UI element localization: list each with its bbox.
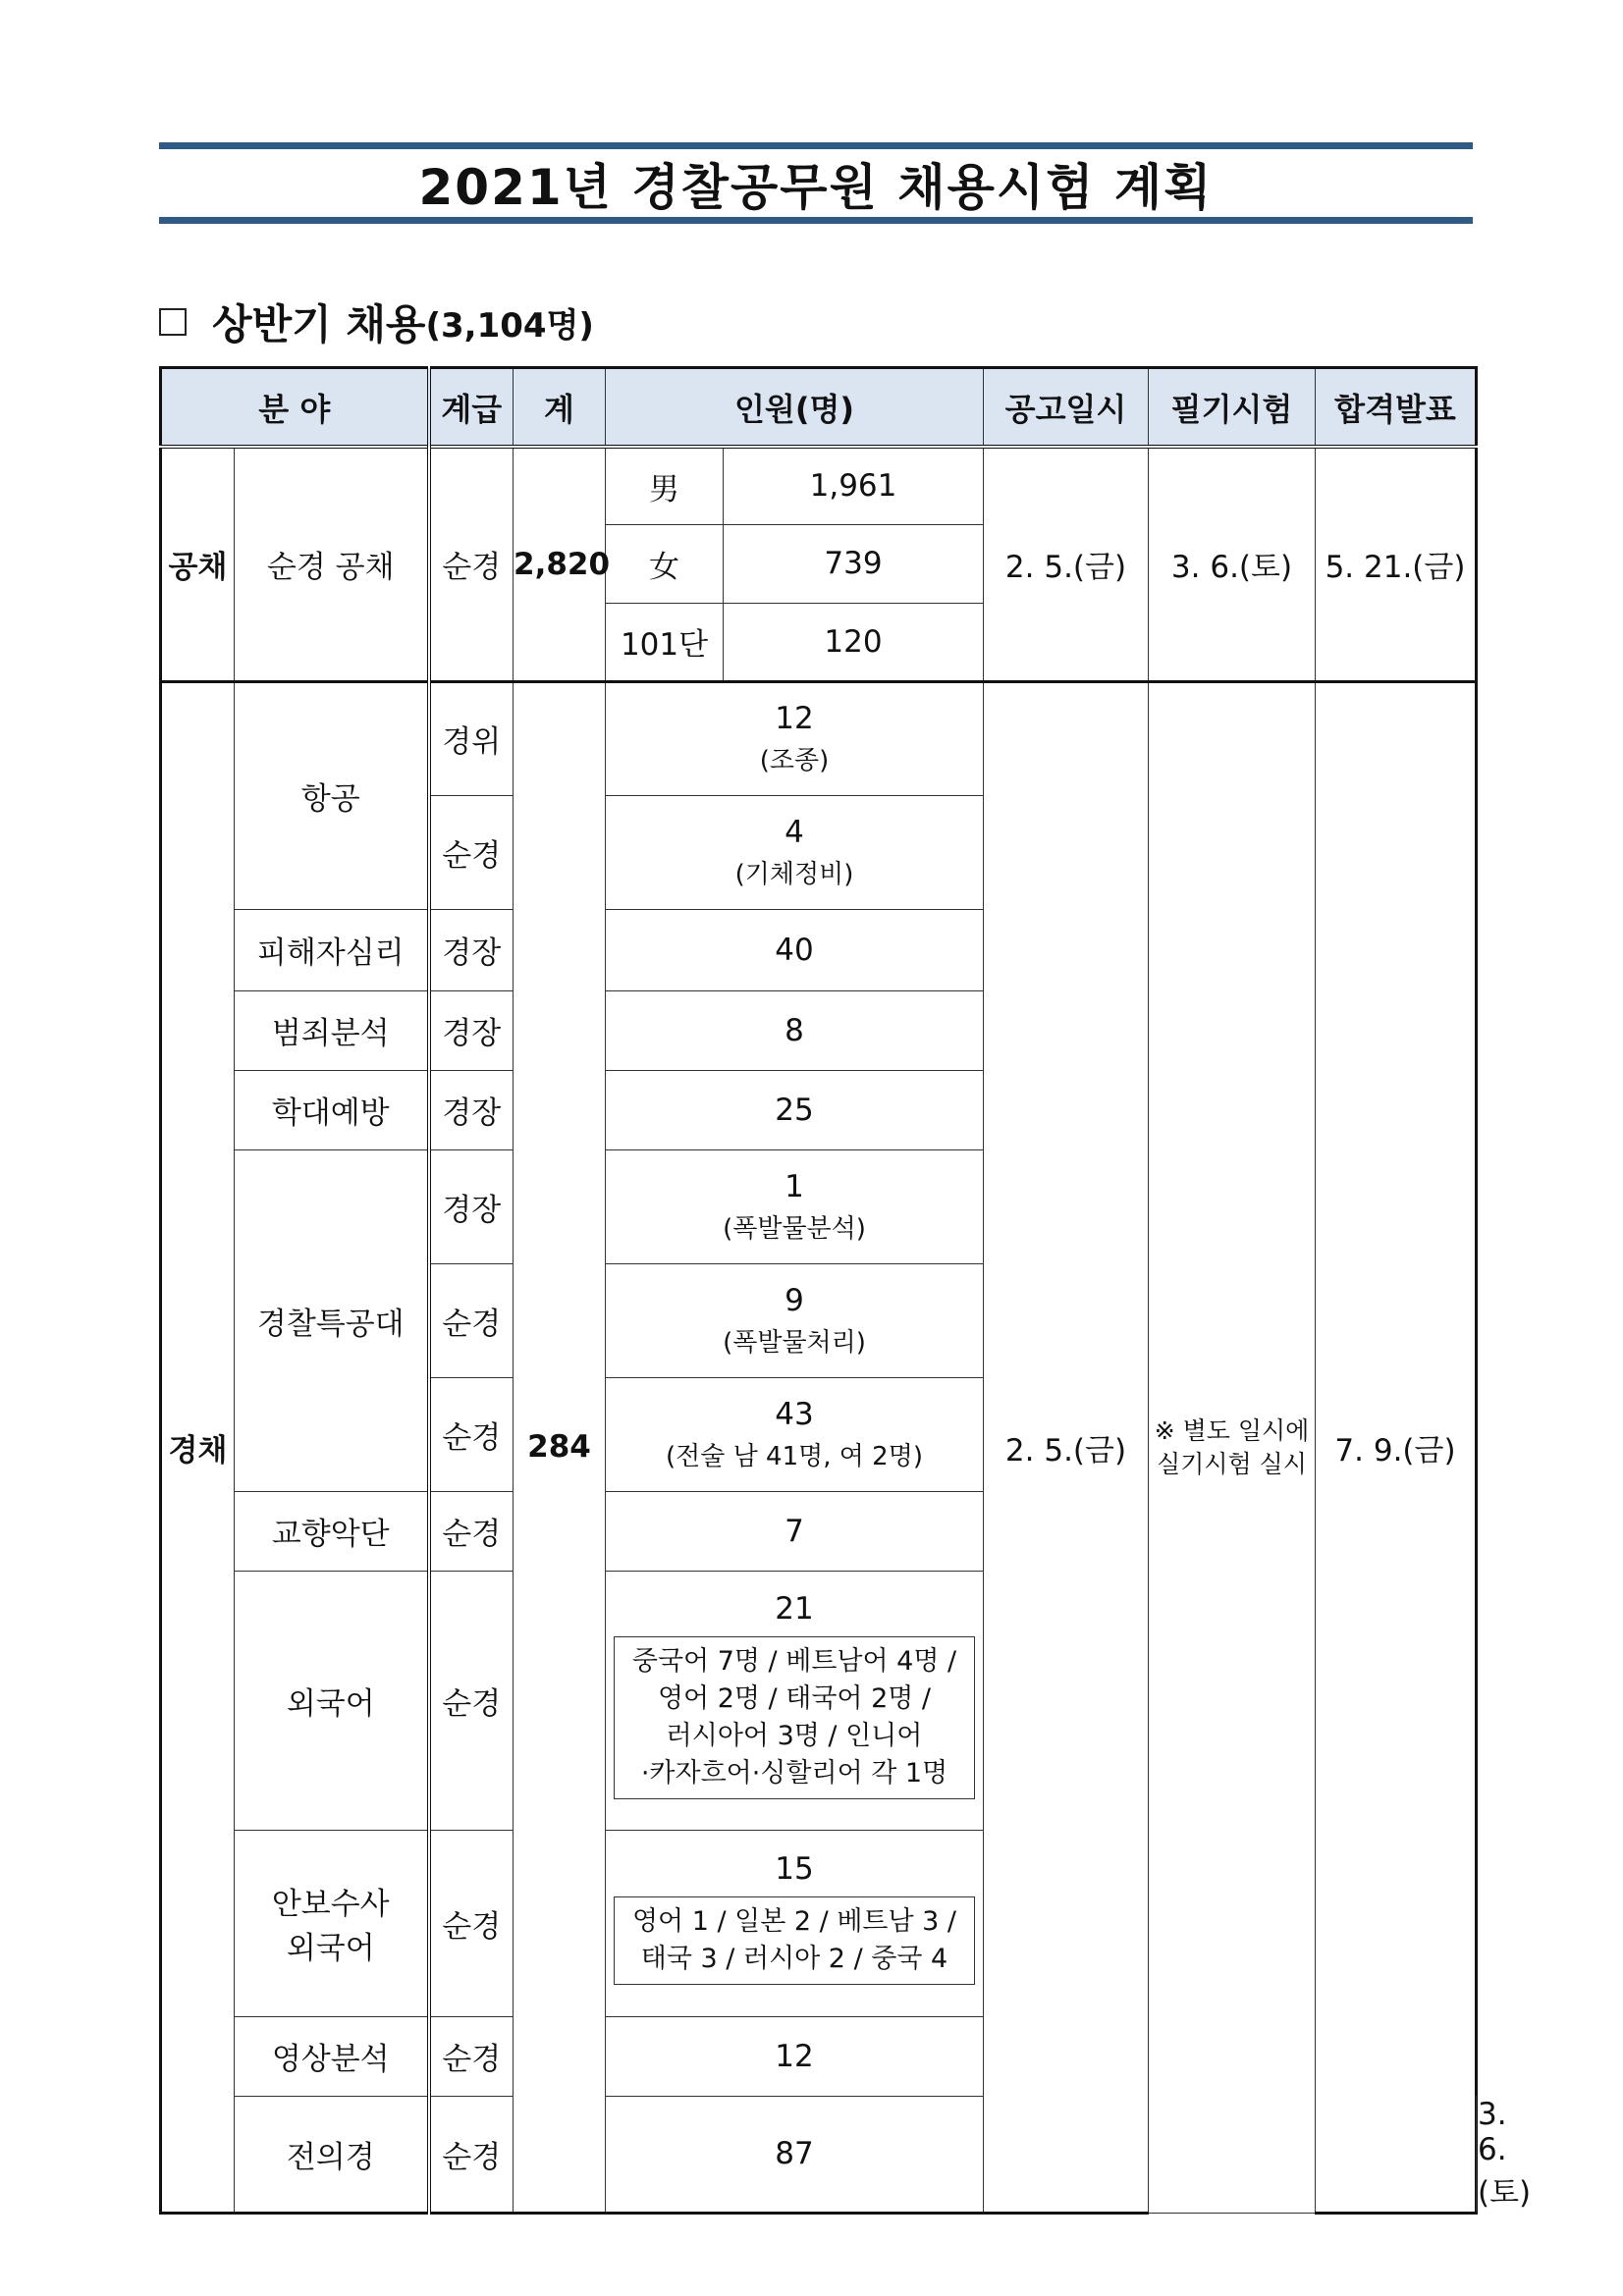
announce-gongchae: 2. 5.(금)	[984, 447, 1149, 681]
field-aviation: 항공	[235, 681, 429, 909]
rank-cell: 순경	[429, 1263, 514, 1377]
field-cell: 범죄분석	[235, 990, 429, 1070]
written-gyeongchae-note	[1149, 681, 1316, 2213]
count-value: 15	[775, 1851, 814, 1887]
note-line-1: ※ 별도 일시에	[1154, 1415, 1310, 1445]
count-note: (폭발물처리)	[723, 1327, 866, 1358]
total-gyeongchae: 284	[514, 681, 606, 2213]
field-cell: 학대예방	[235, 1070, 429, 1149]
rank-cell: 경장	[429, 1070, 514, 1149]
count-value: 4	[784, 814, 804, 850]
field-cell: 영상분석	[235, 2016, 429, 2096]
rank-cell: 경장	[429, 909, 514, 990]
sub-count: 739	[724, 524, 984, 603]
field-line: 안보수사	[271, 1887, 390, 1922]
table-row	[161, 681, 1477, 795]
rank-cell: 순경	[429, 1377, 514, 1491]
section-heading	[159, 293, 594, 351]
section-count: (3,104명)	[425, 305, 594, 346]
total-gongchae: 2,820	[514, 447, 606, 681]
count-note: (전술 남 41명, 여 2명)	[666, 1441, 923, 1471]
count-cell	[606, 681, 984, 795]
field-special: 경찰특공대	[235, 1149, 429, 1491]
count-note: (기체정비)	[734, 859, 854, 889]
count-cell	[606, 1377, 984, 1491]
result-gyeongchae: 7. 9.(금)	[1316, 681, 1477, 2213]
count-cell	[606, 1149, 984, 1263]
rank-cell: 경장	[429, 990, 514, 1070]
announce-gyeongchae: 2. 5.(금)	[984, 681, 1149, 2213]
count-value: 43	[775, 1396, 814, 1432]
detail-line: 러시아어 3명 / 인니어	[666, 1721, 923, 1751]
group-gongchae: 공채	[161, 447, 235, 681]
field-cell: 피해자심리	[235, 909, 429, 990]
sub-label: 101단	[606, 603, 724, 681]
field-cell: 교향악단	[235, 1491, 429, 1571]
count-cell	[606, 1571, 984, 1830]
header-result: 합격발표	[1316, 368, 1477, 448]
detail-line: 태국 3 / 러시아 2 / 중국 4	[640, 1944, 948, 1974]
written-gongchae: 3. 6.(토)	[1149, 447, 1316, 681]
sub-label: 男	[606, 447, 724, 524]
detail-line: 중국어 7명 / 베트남어 4명 /	[631, 1646, 957, 1677]
rank-cell: 순경	[429, 2016, 514, 2096]
count-cell: 7	[606, 1491, 984, 1571]
header-persons: 인원(명)	[606, 368, 984, 448]
result-gongchae: 5. 21.(금)	[1316, 447, 1477, 681]
table-row: 전의경 순경 87 3. 6.(토)	[161, 2096, 1477, 2213]
header-total: 계	[514, 368, 606, 448]
rank-cell: 순경	[429, 2096, 514, 2213]
rank-cell: 경장	[429, 1149, 514, 1263]
detail-line: ·카자흐어·싱할리어 각 1명	[640, 1758, 948, 1789]
count-note: (조종)	[759, 746, 830, 775]
detail-line: 영어 2명 / 태국어 2명 /	[657, 1683, 932, 1714]
table-header-row	[161, 368, 1477, 448]
detail-line: 영어 1 / 일본 2 / 베트남 3 /	[631, 1906, 957, 1937]
section-label: 상반기 채용	[212, 300, 426, 348]
rank-cell: 순경	[429, 1830, 514, 2016]
count-value: 21	[775, 1591, 814, 1627]
header-field: 분 야	[161, 368, 429, 448]
checkbox-icon	[159, 308, 187, 336]
field-line: 외국어	[286, 1931, 375, 1966]
count-note: (폭발물분석)	[723, 1213, 866, 1244]
language-detail-box	[614, 1636, 975, 1799]
count-value: 9	[784, 1282, 804, 1318]
table-row	[161, 447, 1477, 524]
count-cell	[606, 1830, 984, 2016]
header-announce: 공고일시	[984, 368, 1149, 448]
page-title: 2021년 경찰공무원 채용시험 계획	[418, 158, 1214, 216]
count-cell	[606, 1263, 984, 1377]
rank-cell: 경위	[429, 681, 514, 795]
field-cell: 전의경	[235, 2096, 429, 2213]
field-cell	[235, 1830, 429, 2016]
count-cell: 25	[606, 1070, 984, 1149]
header-written: 필기시험	[1149, 368, 1316, 448]
rank-cell: 순경	[429, 1491, 514, 1571]
language-detail-box	[614, 1896, 975, 1985]
recruitment-table	[159, 366, 1532, 2215]
count-cell: 8	[606, 990, 984, 1070]
count-value: 1	[784, 1168, 804, 1204]
rank-cell: 순경	[429, 795, 514, 909]
count-cell: 40	[606, 909, 984, 990]
count-value: 12	[775, 701, 814, 736]
sub-count: 1,961	[724, 447, 984, 524]
count-cell: 87	[606, 2096, 984, 2213]
rank-cell: 순경	[429, 1571, 514, 1830]
sub-label: 女	[606, 524, 724, 603]
title-block	[159, 142, 1473, 224]
note-line-2: 실기시험 실시	[1157, 1449, 1307, 1478]
field-cell: 외국어	[235, 1571, 429, 1830]
header-rank: 계급	[429, 368, 514, 448]
count-cell	[606, 795, 984, 909]
field-gongchae: 순경 공채	[235, 447, 429, 681]
count-cell: 12	[606, 2016, 984, 2096]
sub-count: 120	[724, 603, 984, 681]
rank-gongchae: 순경	[429, 447, 514, 681]
group-gyeongchae: 경채	[161, 681, 235, 2213]
